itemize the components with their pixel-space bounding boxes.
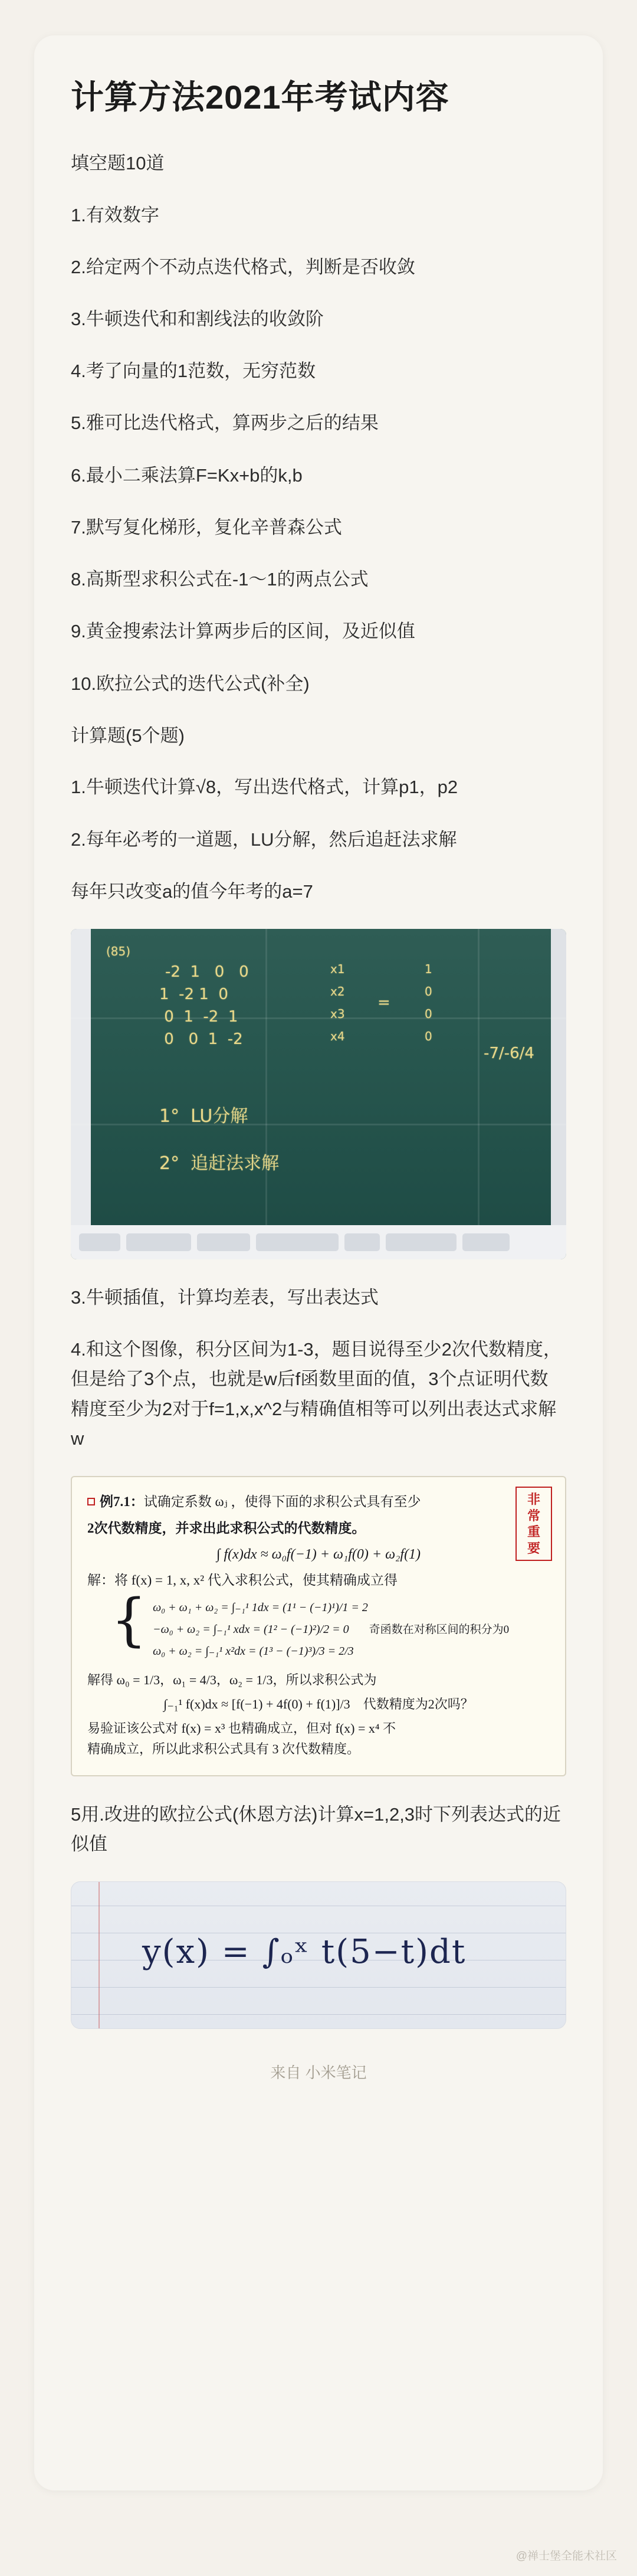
- equation-row: [153, 1619, 509, 1641]
- list-item: 1.牛顿迭代计算√8，写出迭代格式，计算p1，p2: [71, 777, 458, 798]
- list-item: 4.和这个图像，积分区间为1-3，题目说得至少2次代数精度，但是给了3个点，也就是w后f函数里面的值，3个点证明代数精度至少为2对于f=1,x,x^2与精确值相等可以列出表达式求解w: [71, 1339, 562, 1449]
- watermark: @禅士堡全能术社区: [515, 2550, 617, 2562]
- example-label: 例7.1：: [100, 1494, 144, 1510]
- handwriting-photo: [71, 1881, 566, 2029]
- board-seam: [71, 1124, 566, 1125]
- board-note-chase: 2° 追赶法求解: [159, 1153, 280, 1174]
- result-formula-text: ∫₋₁¹ f(x)dx ≈ [f(−1) + 4f(0) + f(1)]/3: [163, 1697, 350, 1712]
- equation-row: ω₀ + ω₂ = ∫₋₁¹ x²dx = (1³ − (−1)³)/3 = 2/3: [153, 1644, 354, 1658]
- strip-chip: [79, 1233, 120, 1251]
- solution-lead: 解：将 f(x) = 1, x, x² 代入求积公式，使其精确成立得: [87, 1573, 398, 1588]
- list-item: 2.每年必考的一道题，LU分解，然后追赶法求解: [71, 829, 457, 850]
- list-item: 5.雅可比迭代格式，算两步之后的结果: [71, 413, 379, 434]
- board-matrix-row: -2 1 0 0: [165, 963, 249, 981]
- list-item: 3.牛顿插值，计算均差表，写出表达式: [71, 1287, 379, 1308]
- strip-chip: [197, 1233, 250, 1251]
- example-text: 试确定系数 ωⱼ ，使得下面的求积公式具有至少: [143, 1494, 421, 1510]
- red-square-icon: [87, 1498, 95, 1505]
- example-bold-text: 2次代数精度，并求出此求积公式的代数精度。: [87, 1520, 366, 1536]
- equation-rows: [153, 1597, 509, 1662]
- board-bottom-strip: [71, 1225, 566, 1259]
- list-item: 1.有效数字: [71, 204, 159, 225]
- board-vector-b: 0: [425, 1007, 432, 1022]
- strip-chip: [386, 1233, 457, 1251]
- board-seam: [265, 929, 267, 1259]
- blackboard-surface: [71, 929, 566, 1259]
- board-seam: [478, 929, 480, 1259]
- blackboard-photo: [71, 929, 566, 1259]
- example-heading: [87, 1491, 550, 1513]
- notebook-rule: [71, 1987, 566, 1988]
- equation-row: ω₀ + ω₁ + ω₂ = ∫₋₁¹ 1dx = (1¹ − (−1)¹)/1 = 2: [153, 1600, 368, 1614]
- list-item: 4.考了向量的1范数，无穷范数: [71, 361, 316, 382]
- notebook-rule: [71, 2014, 566, 2015]
- board-note-lu: 1° LU分解: [159, 1106, 248, 1127]
- list-item: 2.给定两个不动点迭代格式，判断是否收敛: [71, 256, 415, 277]
- board-seam: [71, 1017, 566, 1019]
- equation-row-text: −ω₀ + ω₂ = ∫₋₁¹ xdx = (1² − (−1)²)/2 = 0: [153, 1622, 349, 1636]
- list-item: 10.欧拉公式的迭代公式(补全): [71, 673, 310, 694]
- note-card: [34, 35, 603, 2490]
- board-vector-x: x4: [330, 1029, 345, 1044]
- board-vector-x: x2: [330, 984, 345, 999]
- strip-chip: [256, 1233, 339, 1251]
- board-matrix-row: 1 -2 1 0: [159, 986, 228, 1004]
- fill-in-heading: 填空题10道: [71, 153, 165, 174]
- tail-line-2: 精确成立，所以此求积公式具有 3 次代数精度。: [87, 1742, 360, 1757]
- board-vector-x: x1: [330, 962, 345, 977]
- textbook-example-photo: [71, 1476, 566, 1776]
- board-vector-x: x3: [330, 1007, 345, 1022]
- list-item: 9.黄金搜索法计算两步后的区间，及近似值: [71, 621, 415, 642]
- brace-icon: {: [111, 1586, 147, 1653]
- result-formula: [87, 1694, 550, 1714]
- board-vector-b: 0: [425, 984, 432, 999]
- board-equals-icon: =: [377, 994, 390, 1012]
- board-matrix-row: 0 0 1 -2: [159, 1030, 243, 1049]
- calc-heading: 计算题(5个题): [71, 725, 185, 746]
- list-item: 6.最小二乘法算F=Kx+b的k,b: [71, 464, 303, 486]
- list-item: 7.默写复化梯形，复化辛普森公式: [71, 516, 342, 538]
- source-footer: 来自 小米笔记: [270, 2064, 367, 2082]
- result-note: 代数精度为2次吗？: [363, 1697, 474, 1712]
- handwritten-expression: y(x) = ∫ₒˣ t(5−t)dt: [142, 1933, 467, 1972]
- board-right-rail: [551, 929, 566, 1225]
- important-stamp: 非常重要: [515, 1487, 552, 1561]
- board-vector-b: 1: [425, 962, 432, 977]
- tail-line-1: 易验证该公式对 f(x) = x³ 也精确成立，但对 f(x) = x⁴ 不: [87, 1721, 396, 1736]
- equation-comment: 奇函数在对称区间的积分为0: [369, 1623, 510, 1636]
- list-item: 每年只改变a的值今年考的a=7: [71, 881, 313, 902]
- strip-chip: [344, 1233, 380, 1251]
- board-left-rail: [71, 929, 91, 1225]
- equation-system: [111, 1586, 550, 1662]
- strip-chip: [462, 1233, 510, 1251]
- board-annotation: -7/-6/4: [484, 1045, 534, 1063]
- result-block: [87, 1670, 550, 1760]
- list-item: 8.高斯型求积公式在-1～1的两点公式: [71, 569, 369, 590]
- page-title: 计算方法2021年考试内容: [71, 78, 449, 116]
- board-matrix-row: 0 1 -2 1: [159, 1008, 238, 1026]
- strip-chip: [126, 1233, 191, 1251]
- result-lead: 解得 ω₀ = 1/3，ω₁ = 4/3，ω₂ = 1/3，所以求积公式为: [87, 1672, 377, 1687]
- notebook-margin-line: [98, 1882, 100, 2028]
- board-vector-b: 0: [425, 1029, 432, 1044]
- list-item: 5用.改进的欧拉公式(休恩方法)计算x=1,2,3时下列表达式的近似值: [71, 1803, 562, 1854]
- board-label: (85): [106, 944, 131, 959]
- list-item: 3.牛顿迭代和和割线法的收敛阶: [71, 309, 324, 330]
- main-formula: ∫ f(x)dx ≈ ω₀f(−1) + ω₁f(0) + ω₂f(1): [216, 1547, 421, 1563]
